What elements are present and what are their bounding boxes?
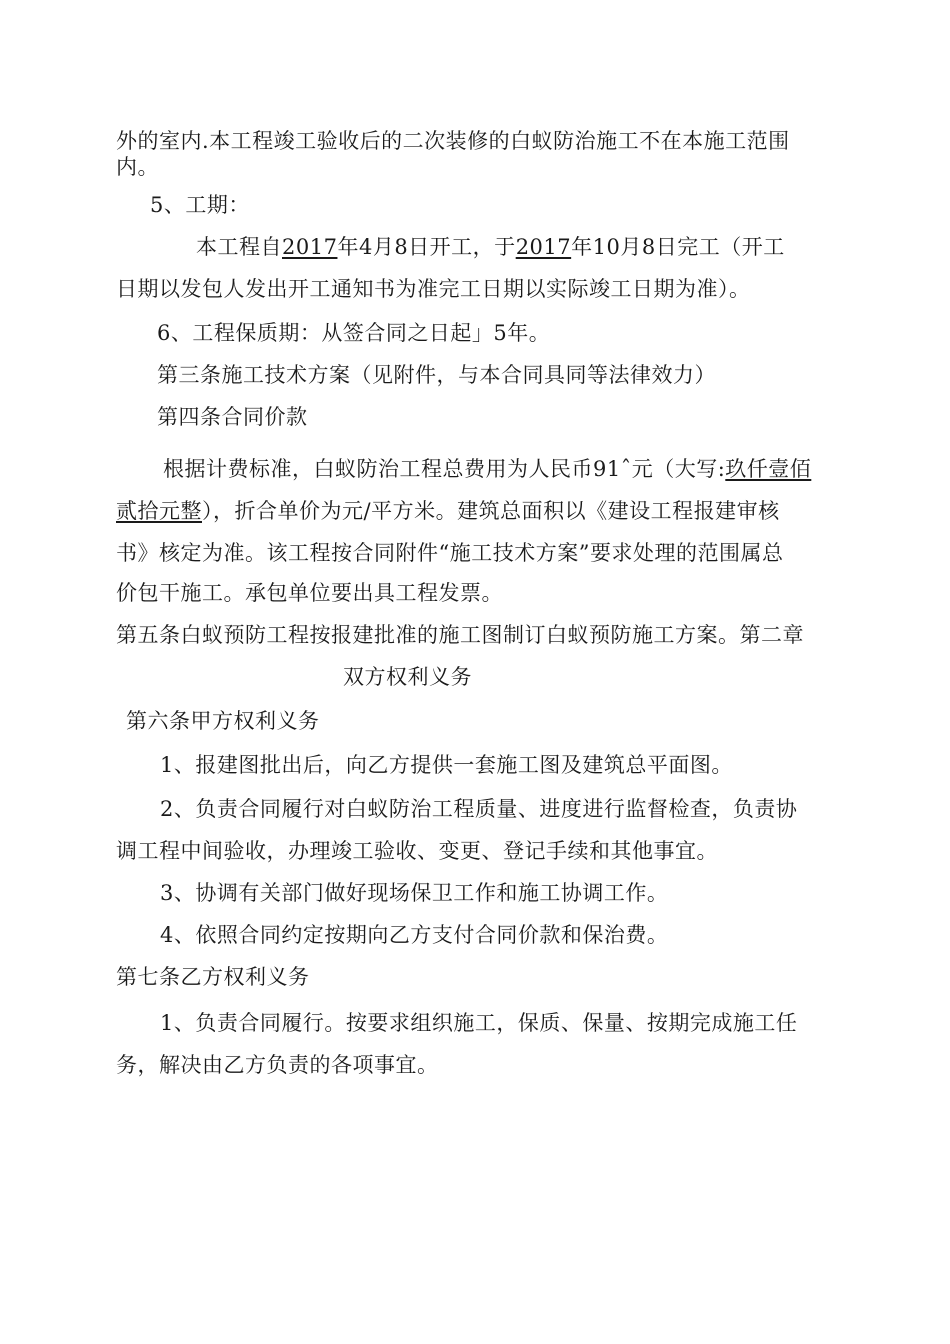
article-three-heading: 第三条施工技术方案（见附件，与本合同具同等法律效力） bbox=[157, 363, 716, 387]
text-line: 务，解决由乙方负责的各项事宜。 bbox=[116, 1053, 439, 1077]
text-line bbox=[163, 456, 811, 482]
chapter-title: 双方权利义务 bbox=[343, 665, 472, 689]
text-line bbox=[116, 498, 780, 524]
text-line bbox=[196, 234, 785, 260]
text-segment: 根据计费标准，白蚁防治工程总费用为人民币91ˆ元（大写: bbox=[163, 457, 726, 481]
text-line: 价包干施工。承包单位要出具工程发票。 bbox=[116, 581, 503, 605]
article-four-heading: 第四条合同价款 bbox=[157, 405, 308, 429]
end-year: 2017 bbox=[515, 235, 572, 259]
text-line: 书》核定为准。该工程按合同附件“施工技术方案”要求处理的范围属总 bbox=[116, 541, 784, 565]
article-six-heading: 第六条甲方权利义务 bbox=[126, 709, 320, 733]
text-line: 4、依照合同约定按期向乙方支付合同价款和保治费。 bbox=[160, 923, 669, 947]
amount-in-words: 玖仟壹佰 bbox=[725, 457, 812, 481]
text-segment: 年4月8日开工，于 bbox=[337, 235, 516, 259]
text-line: 2、负责合同履行对白蚁防治工程质量、进度进行监督检查，负责协 bbox=[160, 797, 798, 821]
clause-heading-duration: 5、工期： bbox=[150, 193, 250, 217]
article-five: 第五条白蚁预防工程按报建批准的施工图制订白蚁预防施工方案。第二章 bbox=[116, 623, 804, 647]
clause-warranty: 6、工程保质期：从签合同之日起」5年。 bbox=[157, 321, 551, 345]
start-year: 2017 bbox=[282, 235, 338, 259]
text-line: 3、协调有关部门做好现场保卫工作和施工协调工作。 bbox=[160, 881, 669, 905]
text-line: 1、报建图批出后，向乙方提供一套施工图及建筑总平面图。 bbox=[160, 753, 733, 777]
text-segment: ），折合单价为元/平方米。建筑总面积以《建设工程报建审核 bbox=[202, 499, 780, 523]
article-seven-heading: 第七条乙方权利义务 bbox=[116, 965, 310, 989]
text-segment: 本工程自 bbox=[196, 235, 282, 259]
text-line: 外的室内.本工程竣工验收后的二次装修的白蚁防治施工不在本施工范围 bbox=[116, 129, 790, 153]
text-segment: 年10月8日完工（开工 bbox=[571, 235, 785, 259]
amount-in-words: 贰拾元整 bbox=[116, 499, 202, 523]
text-line: 1、负责合同履行。按要求组织施工，保质、保量、按期完成施工任 bbox=[160, 1011, 798, 1035]
text-line: 调工程中间验收，办理竣工验收、变更、登记手续和其他事宜。 bbox=[116, 839, 718, 863]
text-line: 日期以发包人发出开工通知书为准完工日期以实际竣工日期为准）。 bbox=[116, 277, 751, 301]
text-line: 内。 bbox=[116, 155, 159, 179]
